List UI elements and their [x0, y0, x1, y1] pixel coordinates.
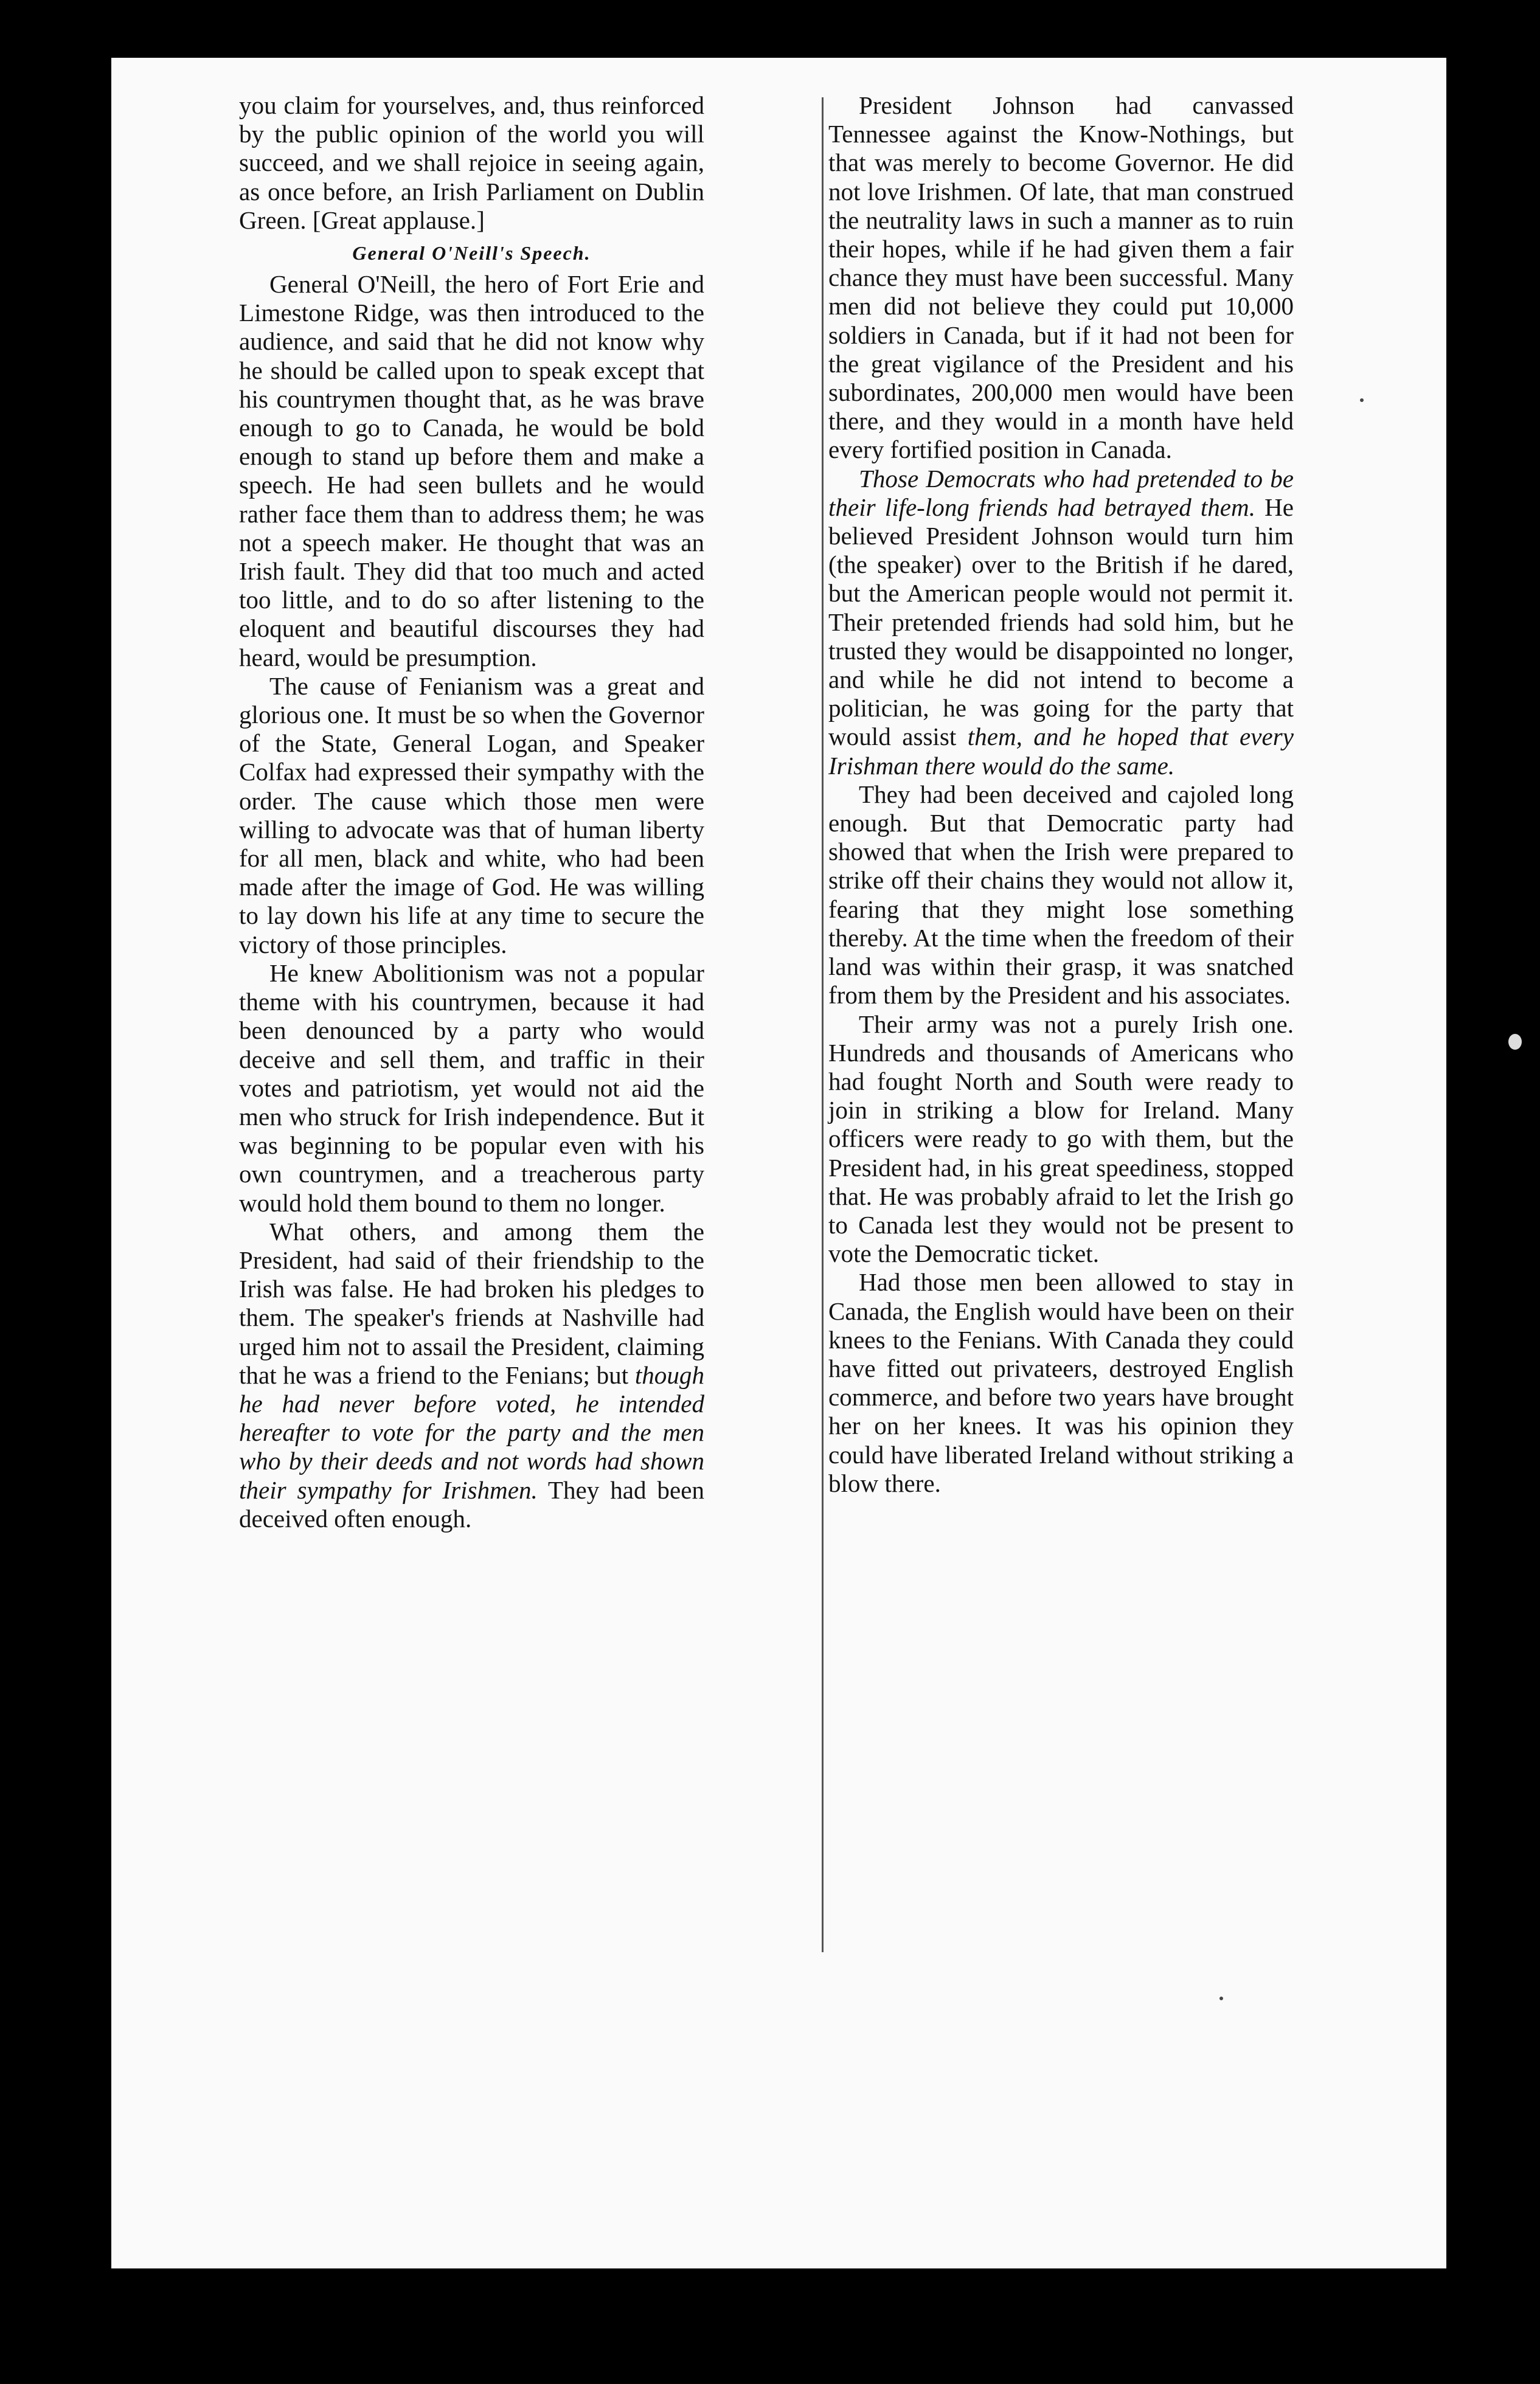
section-heading: General O'Neill's Speech.: [352, 242, 591, 265]
body-paragraph: President Johnson had canvassed Tennessee against the Know-Nothings, but that was merely to become Governor. He did not love Irishmen. Of late, that man construed the neutrality laws in such a manner as to ruin their hopes, while if he had given them a fair chance they must have been successful. Many men did not believe they could put 10,000 soldiers in Canada, but if it had not been for the great vigilance of the President and his subordinates, 200,000 men would have been there, and they would in a month have held every fortified position in Canada.: [828, 91, 1294, 464]
body-paragraph: He knew Abolitionism was not a popular theme with his countrymen, because it had been denounced by a party who would deceive and sell them, and traffic in their votes and patriotism, yet would not aid the men who struck for Irish independence. But it was beginning to be popular even with his own countrymen, and a treacherous party would hold them bound to them no longer.: [239, 958, 704, 1217]
column-rule: [822, 97, 824, 1952]
body-paragraph: Their army was not a purely Irish one. Hundreds and thousands of Americans who had fought North and South were ready to join in striking a blow for Ireland. Many officers were ready to go with them, but the President had, in his great speediness, stopped that. He was probably afraid to let the Irish go to Canada lest they would not be present to vote the Democratic ticket.: [828, 1010, 1294, 1268]
body-paragraph: The cause of Fenianism was a great and glorious one. It must be so when the Governor of the State, General Logan, and Speaker Colfax had expressed their sympathy with the order. The cause which those men were willing to advocate was that of human liberty for all men, black and white, who had been made after the image of God. He was willing to lay down his life at any time to secure the victory of those principles.: [239, 671, 704, 958]
body-paragraph: They had been deceived and cajoled long enough. But that Democratic party had showed that when the Irish were prepared to strike off their chains they would not allow it, fearing that they might lose something thereby. At the time when the freedom of their land was within their grasp, it was snatched from them by the President and his associates.: [828, 780, 1294, 1010]
left-column: [239, 91, 704, 1533]
ink-speck: [1360, 398, 1364, 402]
body-paragraph: [828, 465, 1294, 780]
italic-text: Those Democrats who had pretended to be their life-long friends had betrayed them.: [828, 464, 1294, 521]
paragraph-text: He believed President Johnson would turn him (the speaker) over to the British if he dared, but the American people would not permit it. Their pretended friends had sold him, but he trusted they would be disappointed no longer, and while he did not intend to become a politician, he was going for the party that would assist: [828, 493, 1294, 751]
paragraph-text: What others, and among them the President, had said of their friendship to the Irish was false. He had broken his pledges to them. The speaker's friends at Nashville had urged him not to assail the President, claiming that he was a friend to the Fenians; but: [239, 1217, 704, 1389]
italic-text: them, and he hoped that every Irishman there would do the same.: [828, 722, 1294, 780]
italic-text: though he had never before voted, he intended hereafter to vote for the party and the men who by their deeds and not words had shown their sympathy for Irishmen.: [239, 1360, 704, 1504]
ink-speck: [1508, 1034, 1522, 1050]
right-column: [828, 91, 1294, 1498]
ink-speck: [1219, 1997, 1223, 2000]
body-paragraph: Had those men been allowed to stay in Canada, the English would have been on their knees to the Fenians. With Canada they could have fitted out privateers, destroyed English commerce, and before two years have brought her on her knees. It was his opinion they could have liberated Ireland without striking a blow there.: [828, 1268, 1294, 1497]
paragraph-text: They had been deceived often enough.: [239, 1475, 705, 1533]
lead-paragraph: you claim for yourselves, and, thus reinforced by the public opinion of the world you will succeed, and we shall rejoice in seeing again, as once before, an Irish Parliament on Dublin Green. [Great applause.]: [239, 91, 704, 234]
body-paragraph: General O'Neill, the hero of Fort Erie and Limestone Ridge, was then introduced to the audience, and said that he did not know why he should be called upon to speak except that his countrymen thought that, as he was brave enough to go to Canada, he would be bold enough to stand up before them and make a speech. He had seen bullets and he would rather face them than to address them; he was not a speech maker. He thought that was an Irish fault. They did that too much and acted too little, and to do so after listening to the eloquent and beautiful discourses they had heard, would be presumption.: [239, 270, 704, 671]
body-paragraph: [239, 1218, 704, 1533]
